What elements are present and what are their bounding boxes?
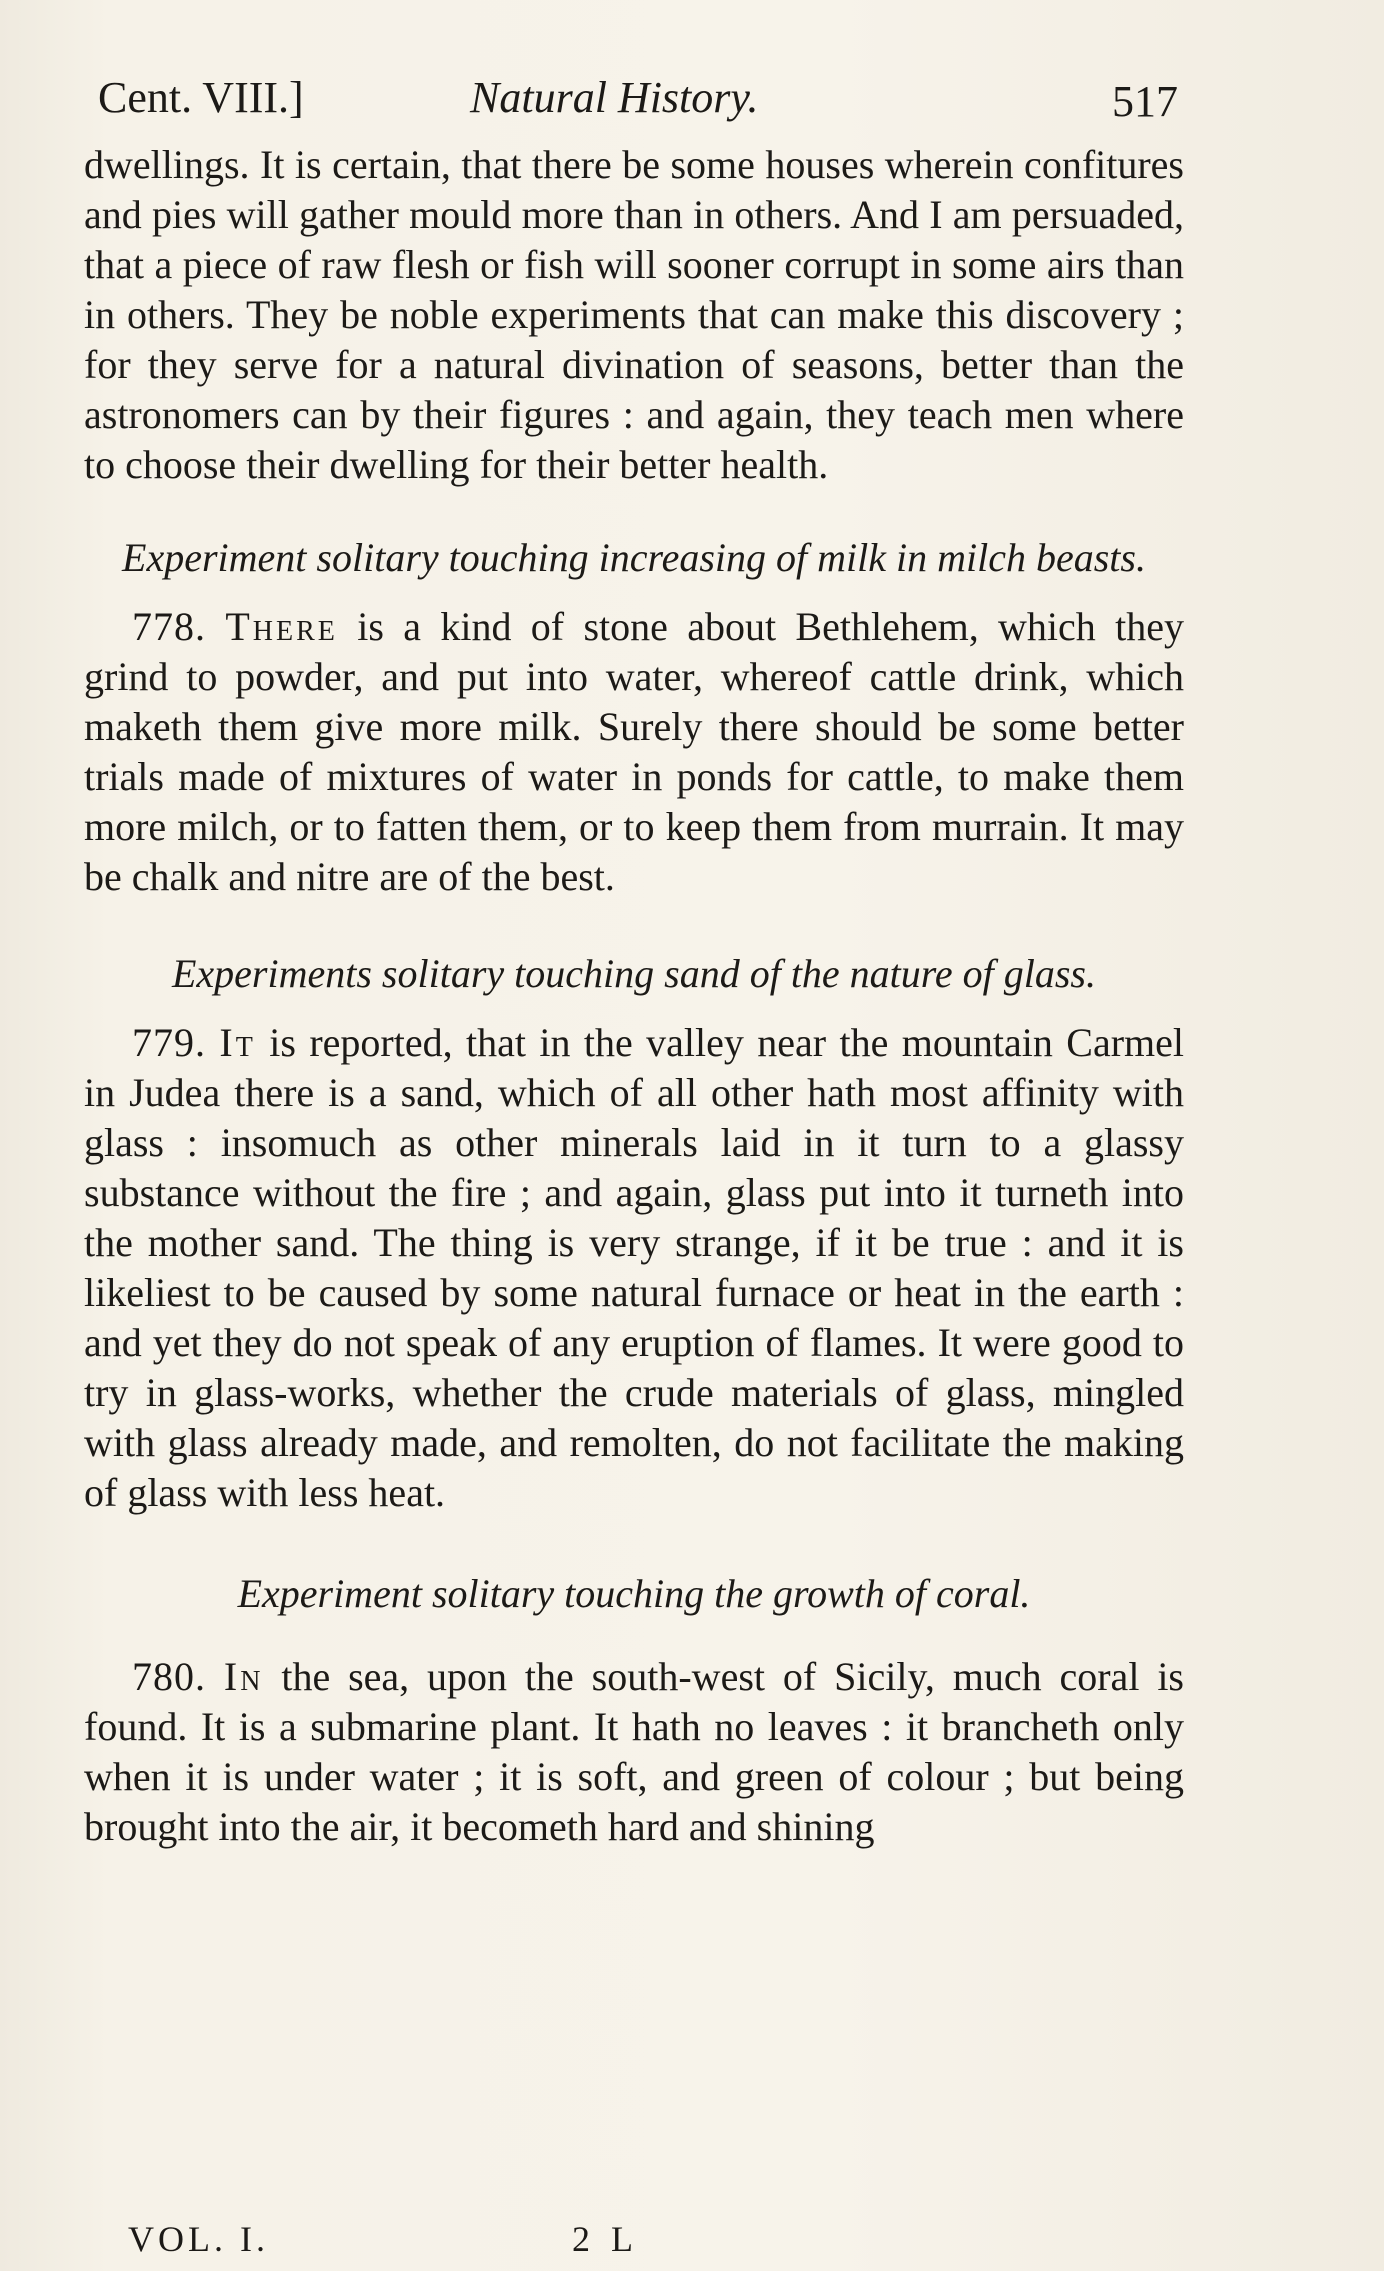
volume-mark: VOL. I. [128,2219,269,2259]
running-header-left: Cent. VIII.] [98,73,304,122]
running-header [98,64,1178,134]
section-text: is reported, that in the valley near the mountain Carmel in Judea there is a sand, which of all other hath most affinity with glass : insomuch as other minerals laid in it turn to a glassy substance without the fire ; and again, glass put into it turneth into the mother sand. The thing is very strange, if it be true : and it is likeliest to be caused by some natural furnace or heat in the earth : and yet they do not speak of any eruption of flames. It were good to try in glass-works, whether the crude materials of glass, mingled with glass already made, and remolten, do not facilitate the making of glass with less heat. [84,1020,1184,1515]
section-paragraph-778 [84,602,1184,902]
page-footer [0,2218,1384,2266]
page-body [84,140,1184,1852]
section-number: 779. [132,1020,206,1065]
section-lead-word: In [223,1654,264,1699]
section-heading-780: Experiment solitary touching the growth of coral. [237,1571,1031,1616]
section-number: 778. [132,604,206,649]
section-lead-word: There [225,604,338,649]
section-heading-778: Experiment solitary touching increasing of milk in milch beasts. [122,535,1146,580]
signature-mark: 2 L [572,2219,639,2259]
section-lead-word: It [219,1020,256,1065]
section-text: the sea, upon the south-west of Sicily, much coral is found. It is a submarine plant. It hath no leaves : it brancheth only when it is under water ; it is soft, and green of colour ; but being brought into the air, it becometh hard and shining [84,1654,1184,1849]
page-number: 517 [1112,77,1178,126]
section-paragraph-780 [84,1652,1184,1852]
intro-paragraph: dwellings. It is certain, that there be some houses wherein confitures and pies will gather mould more than in others. And I am persuaded, that a piece of raw flesh or fish will sooner corrupt in some airs than in others. They be noble experiments that can make this discovery ; for they serve for a natural divination of seasons, better than the astronomers can by their figures : and again, they teach men where to choose their dwelling for their better health. [84,142,1184,487]
section-number: 780. [132,1654,206,1699]
running-header-title: Natural History. [470,73,759,122]
section-text: is a kind of stone about Bethlehem, which they grind to powder, and put into water, whereof cattle drink, which maketh them give more milk. Surely there should be some better trials made of mixtures of water in ponds for cattle, to make them more milch, or to fatten them, or to keep them from murrain. It may be chalk and nitre are of the best. [84,604,1184,899]
section-paragraph-779 [84,1018,1184,1518]
section-heading-779: Experiments solitary touching sand of the nature of glass. [171,951,1096,996]
